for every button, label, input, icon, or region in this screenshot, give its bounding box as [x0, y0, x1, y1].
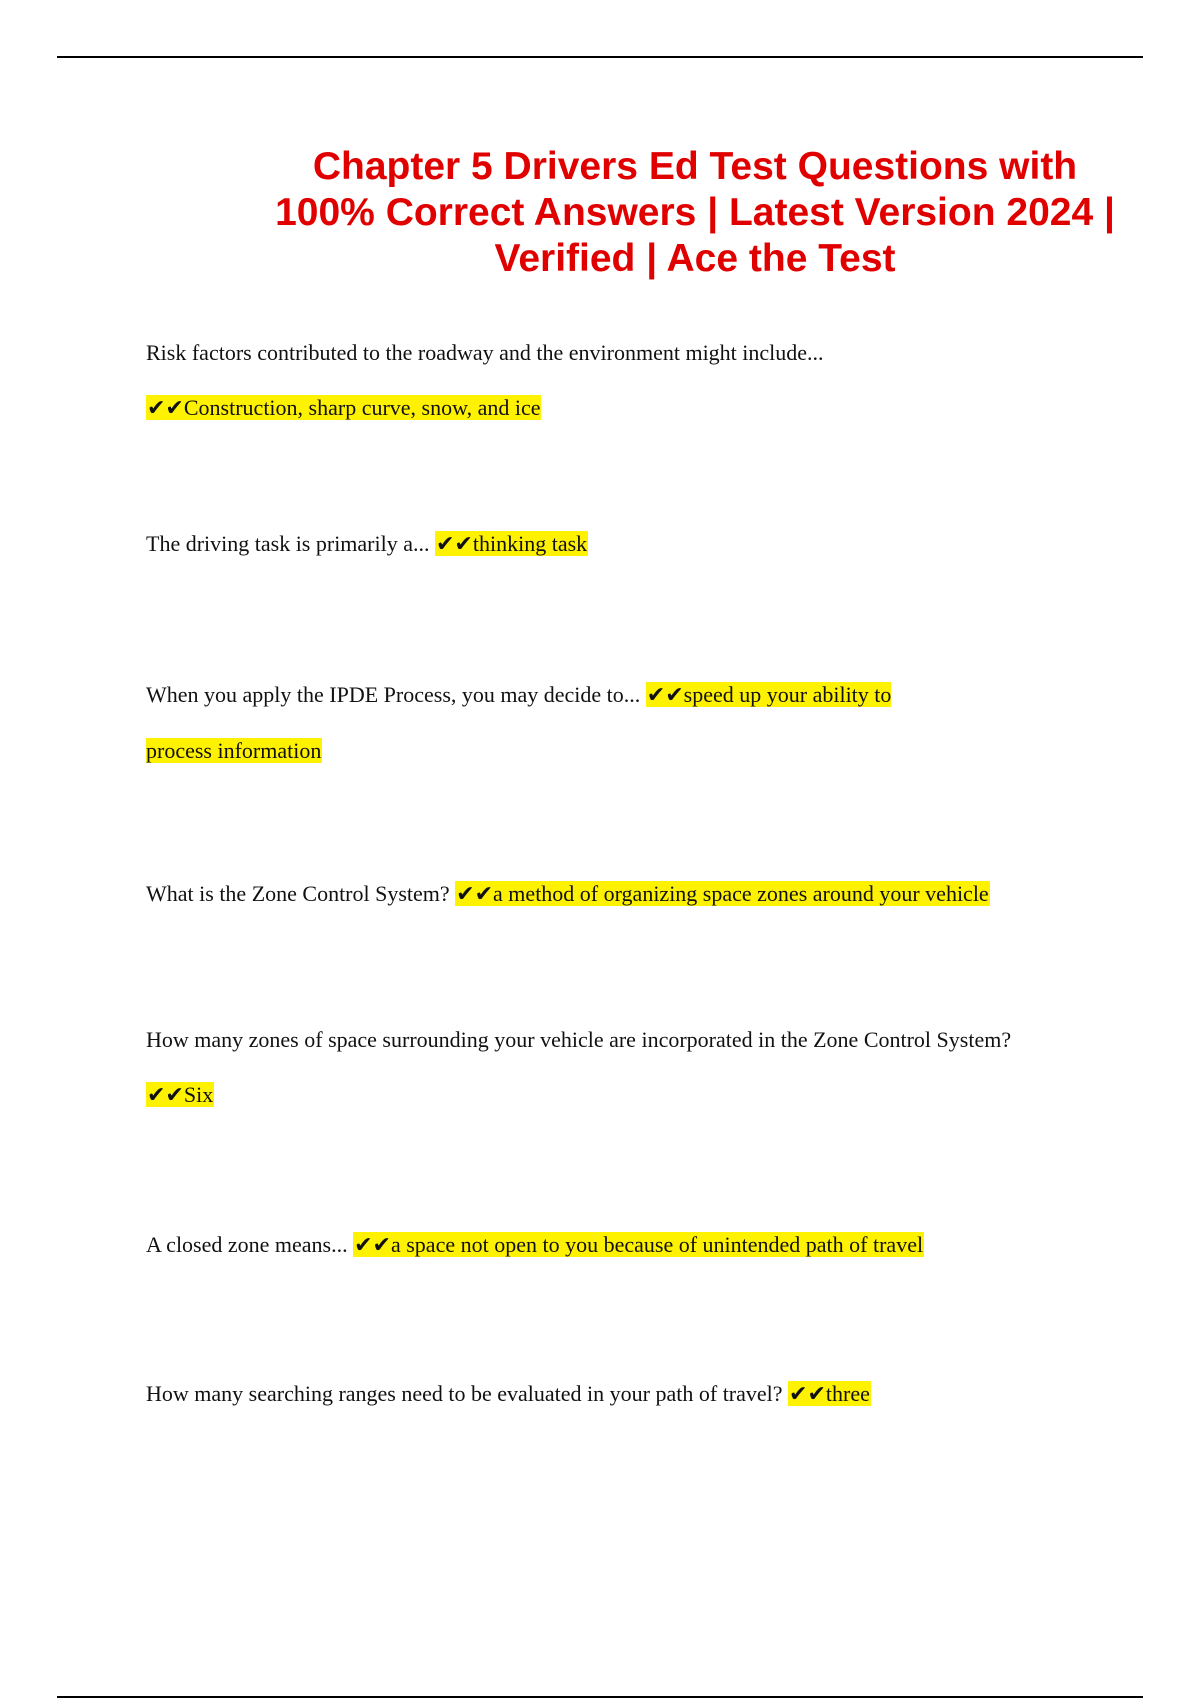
- double-check-icon: ✔✔: [354, 1232, 391, 1257]
- question-text: When you apply the IPDE Process, you may decide to...: [146, 682, 641, 707]
- qa-item-6: [146, 1217, 1146, 1272]
- answer-text: a space not open to you because of unintended path of travel: [390, 1232, 924, 1257]
- answer-highlight: [435, 531, 588, 556]
- answer-text: three: [825, 1381, 870, 1406]
- answer-text: Construction, sharp curve, snow, and ice: [183, 395, 541, 420]
- double-check-icon: ✔✔: [147, 1082, 184, 1107]
- question-text: How many zones of space surrounding your vehicle are incorporated in the Zone Control System?: [146, 1027, 1012, 1052]
- question-text: What is the Zone Control System?: [146, 881, 450, 906]
- answer-text: thinking task: [472, 531, 588, 556]
- qa-item-5: [146, 1012, 1026, 1122]
- answer-text: Six: [183, 1082, 214, 1107]
- qa-item-3: [146, 667, 956, 779]
- qa-item-7: [146, 1366, 1146, 1421]
- double-check-icon: ✔✔: [436, 531, 473, 556]
- double-check-icon: ✔✔: [147, 395, 184, 420]
- document-title: Chapter 5 Drivers Ed Test Questions with 100% Correct Answers | Latest Version 2024 | Verified | Ace the Test: [275, 145, 1115, 280]
- double-check-icon: ✔✔: [646, 682, 684, 707]
- qa-item-1: [146, 325, 1026, 435]
- question-text: A closed zone means...: [146, 1232, 348, 1257]
- top-divider: [57, 56, 1143, 58]
- bottom-divider: [57, 1696, 1143, 1698]
- answer-text: a method of organizing space zones around your vehicle: [493, 881, 989, 906]
- double-check-icon: ✔✔: [456, 881, 494, 906]
- double-check-icon: ✔✔: [789, 1381, 826, 1406]
- question-text: The driving task is primarily a...: [146, 531, 430, 556]
- question-text: Risk factors contributed to the roadway and the environment might include...: [146, 340, 824, 365]
- answer-highlight: [455, 881, 990, 906]
- qa-item-2: [146, 516, 1086, 571]
- answer-highlight: [788, 1381, 871, 1406]
- answer-highlight: [146, 395, 541, 420]
- answer-highlight: [146, 1082, 214, 1107]
- answer-text: speed up your ability to process information: [146, 682, 892, 763]
- question-text: How many searching ranges need to be evaluated in your path of travel?: [146, 1381, 783, 1406]
- answer-highlight: [353, 1232, 924, 1257]
- qa-item-4: [146, 866, 1146, 921]
